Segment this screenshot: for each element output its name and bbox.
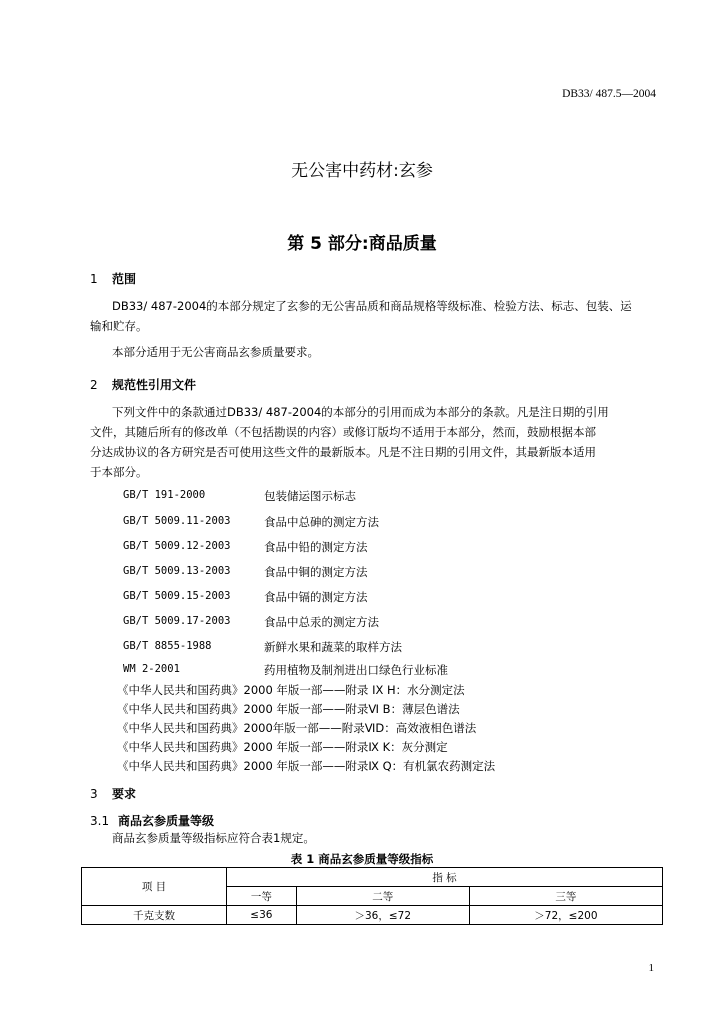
table-row-label: 千克支数: [82, 906, 227, 925]
table-cell: ≤36: [227, 906, 297, 925]
ref-title: 新鲜水果和蔬菜的取样方法: [264, 640, 402, 654]
pharmacopoeia-ref: 《中华人民共和国药典》2000 年版一部——附录Ⅸ K：灰分测定: [117, 740, 448, 754]
page-number: 1: [648, 962, 654, 974]
ref-title: 食品中铜的测定方法: [264, 565, 368, 579]
table-cell: ＞36，≤72: [296, 906, 469, 925]
table-header-item: 项 目: [82, 868, 227, 906]
ref-title: 食品中总砷的测定方法: [264, 515, 379, 529]
table-caption: 表 1 商品玄参质量等级指标: [290, 852, 434, 866]
table-header-row: [82, 868, 663, 887]
ref-title: 包装储运图示标志: [264, 489, 356, 503]
ref-code: GB/T 5009.17-2003: [123, 615, 231, 627]
table-grade-cell: 一等: [227, 887, 297, 906]
ref-title: 药用植物及制剂进出口绿色行业标准: [264, 663, 448, 677]
ref-code: GB/T 8855-1988: [123, 640, 212, 652]
subsection-3-1-heading: [90, 812, 214, 829]
section-3-title: 要求: [112, 787, 137, 801]
pharmacopoeia-ref: 《中华人民共和国药典》2000年版一部——附录ⅥD：高效液相色谱法: [117, 721, 477, 735]
ref-title: 食品中总汞的测定方法: [264, 615, 379, 629]
document-title: 无公害中药材:玄参: [291, 161, 433, 181]
section-2-line-1: 下列文件中的条款通过DB33/ 487-2004的本部分的引用而成为本部分的条款。凡是注日期的引用: [112, 405, 609, 419]
pharmacopoeia-ref: 《中华人民共和国药典》2000 年版一部——附录Ⅸ Q：有机氯农药测定法: [117, 759, 496, 773]
pharmacopoeia-ref: 《中华人民共和国药典》2000 年版一部——附录Ⅵ B：薄层色谱法: [117, 702, 460, 716]
document-subtitle: 第 5 部分:商品质量: [287, 234, 437, 254]
table-row: [82, 906, 663, 925]
subsection-3-1-text: 商品玄参质量等级指标应符合表1规定。: [112, 831, 315, 845]
section-1-heading: [90, 270, 136, 287]
section-2-number: 2: [90, 378, 98, 392]
table-cell: ＞72，≤200: [469, 906, 662, 925]
section-2-line-3: 分达成协议的各方研究是否可使用这些文件的最新版本。凡是不注日期的引用文件，其最新版本适用: [90, 445, 596, 459]
section-1-title: 范围: [112, 272, 137, 286]
ref-title: 食品中镉的测定方法: [264, 590, 368, 604]
section-2-title: 规范性引用文件: [112, 378, 197, 392]
table-grade-cell: 三等: [469, 887, 662, 906]
subsection-3-1-title: 商品玄参质量等级: [118, 814, 215, 828]
quality-grade-table: [81, 867, 663, 925]
section-3-number: 3: [90, 787, 98, 801]
ref-code: GB/T 5009.11-2003: [123, 515, 231, 527]
table-grade-cell: 二等: [296, 887, 469, 906]
section-2-heading: [90, 376, 196, 393]
ref-code: WM 2-2001: [123, 663, 180, 675]
section-1-para-2: 本部分适用于无公害商品玄参质量要求。: [112, 345, 319, 359]
section-1-para-1-line-1: DB33/ 487-2004的本部分规定了玄参的无公害品质和商品规格等级标准、检验方法、标志、包装、运: [112, 299, 632, 313]
standard-code: DB33/ 487.5—2004: [562, 88, 656, 100]
pharmacopoeia-ref: 《中华人民共和国药典》2000 年版一部——附录 IX H：水分测定法: [117, 683, 465, 697]
section-3-heading: [90, 785, 136, 802]
section-2-line-4: 于本部分。: [90, 465, 148, 479]
ref-code: GB/T 5009.12-2003: [123, 540, 231, 552]
table-header-index: 指 标: [227, 868, 663, 887]
section-2-line-2: 文件，其随后所有的修改单（不包括勘误的内容）或修订版均不适用于本部分，然而，鼓励根据本部: [90, 425, 596, 439]
subsection-3-1-number: 3.1: [90, 814, 110, 828]
ref-code: GB/T 5009.13-2003: [123, 565, 231, 577]
section-1-number: 1: [90, 272, 98, 286]
ref-title: 食品中铅的测定方法: [264, 540, 368, 554]
ref-code: GB/T 191-2000: [123, 489, 206, 501]
ref-code: GB/T 5009.15-2003: [123, 590, 231, 602]
section-1-para-1-line-2: 输和贮存。: [90, 319, 148, 333]
